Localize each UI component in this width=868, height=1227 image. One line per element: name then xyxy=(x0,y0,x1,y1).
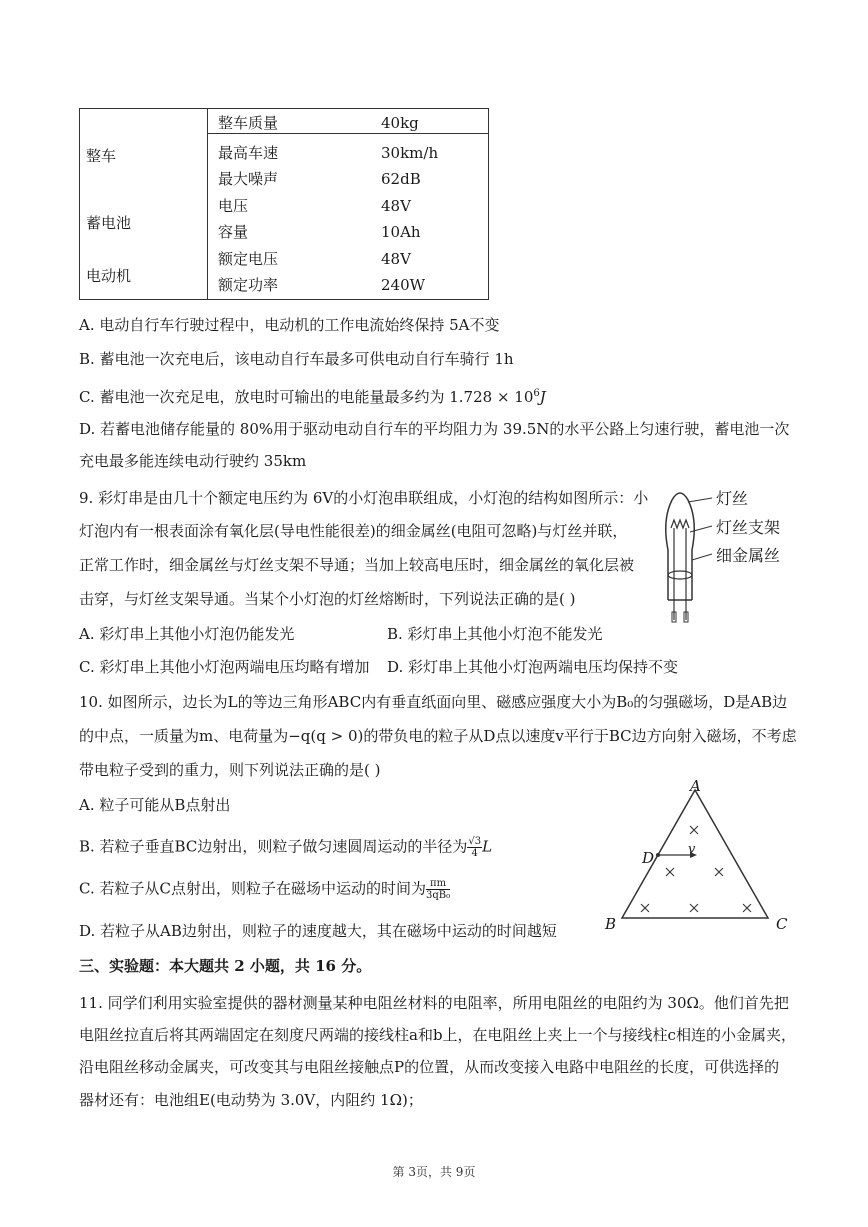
q10-option-b-text: B. 若粒子垂直BC边射出，则粒子做匀速圆周运动的半径为 xyxy=(79,837,468,856)
q8-option-b: B. 蓄电池一次充电后，该电动自行车最多可供电动自行车骑行 1h xyxy=(79,350,514,368)
q11-stem-line1: 11. 同学们利用实验室提供的器材测量某种电阻丝材料的电阻率，所用电阻丝的电阻约为 30Ω。他们首先把 xyxy=(79,994,789,1012)
group-label: 蓄电池 xyxy=(86,214,132,232)
q9-option-d: D. 彩灯串上其他小灯泡两端电压均保持不变 xyxy=(387,658,679,676)
section-heading: 三、实验题：本大题共 2 小题，共 16 分。 xyxy=(79,957,372,975)
q9-stem-line3: 正常工作时，细金属丝与灯丝支架不导通；当加上较高电压时，细金属丝的氧化层被 xyxy=(79,556,635,574)
vertex-label-a: A xyxy=(690,777,701,795)
point-label-d: D xyxy=(642,849,655,867)
q10-option-b-var: L xyxy=(482,837,493,856)
q9-stem-line4: 击穿，与灯丝支架导通。当某个小灯泡的灯丝熔断时，下列说法正确的是( ) xyxy=(79,590,576,608)
vertex-label-c: C xyxy=(776,915,788,933)
q8-option-c xyxy=(79,384,546,407)
spec-table xyxy=(79,108,489,300)
q10-option-a: A. 粒子可能从B点射出 xyxy=(79,796,231,814)
q11-stem-line2: 电阻丝拉直后将其两端固定在刻度尺两端的接线柱a和b上，在电阻丝上夹上一个与接线柱c相连的小金属夹， xyxy=(79,1026,796,1044)
row-value: 48V xyxy=(381,197,411,215)
row-name: 容量 xyxy=(218,223,249,241)
q8-option-d-line1: D. 若蓄电池储存能量的 80%用于驱动电动自行车的平均阻力为 39.5N的水平公路上匀速行驶，蓄电池一次 xyxy=(79,420,790,438)
group-label: 电动机 xyxy=(86,267,132,285)
group-label: 整车 xyxy=(86,147,117,165)
q8-option-c-exponent: 6 xyxy=(533,388,540,399)
q10-option-b xyxy=(79,836,492,859)
row-name: 电压 xyxy=(218,197,249,215)
q11-stem-line3: 沿电阻丝移动金属夹，可改变其与电阻丝接触点P的位置，从而改变接入电路中电阻丝的长度，可供选择的 xyxy=(79,1058,780,1076)
fraction-numerator: √3 xyxy=(468,836,482,847)
q10-option-c xyxy=(79,878,450,901)
q10-option-c-text: C. 若粒子从C点射出，则粒子在磁场中运动的时间为 xyxy=(79,879,426,898)
row-name: 额定功率 xyxy=(218,276,279,294)
fraction-numerator: πm xyxy=(426,878,450,890)
table-divider-vertical xyxy=(207,108,208,300)
page-footer: 第 3页，共 9页 xyxy=(392,1165,476,1179)
row-value: 48V xyxy=(381,250,411,268)
row-name: 最大噪声 xyxy=(218,170,279,188)
fraction-denominator: 4 xyxy=(471,848,478,859)
vertex-label-b: B xyxy=(605,915,617,933)
q10-stem-line3: 带电粒子受到的重力，则下列说法正确的是( ) xyxy=(79,761,381,779)
row-value: 30km/h xyxy=(381,144,439,162)
q10-option-c-fraction xyxy=(426,878,450,901)
q8-option-a: A. 电动自行车行驶过程中，电动机的工作电流始终保持 5A不变 xyxy=(79,316,500,334)
q10-stem-line1: 10. 如图所示，边长为L的等边三角形ABC内有垂直纸面向里、磁感应强度大小为B₀的匀强磁场，D是AB边 xyxy=(79,693,788,711)
velocity-label: v xyxy=(688,842,696,857)
q10-stem-line2: 的中点，一质量为m、电荷量为−q(q > 0)的带负电的粒子从D点以速度v平行于BC边方向射入磁场，不考虑 xyxy=(79,727,797,745)
q9-option-c: C. 彩灯串上其他小灯泡两端电压均略有增加 xyxy=(79,658,370,676)
q9-option-a: A. 彩灯串上其他小灯泡仍能发光 xyxy=(79,625,295,643)
row-name: 最高车速 xyxy=(218,144,279,162)
row-value: 240W xyxy=(381,276,426,294)
row-name: 额定电压 xyxy=(218,250,279,268)
q10-option-d: D. 若粒子从AB边射出，则粒子的速度越大，其在磁场中运动的时间越短 xyxy=(79,922,557,940)
q8-option-d-line2: 充电最多能连续电动行驶约 35km xyxy=(79,452,307,470)
q10-option-b-fraction xyxy=(467,836,482,859)
table-divider-horizontal xyxy=(207,133,489,134)
q9-stem-line1: 9. 彩灯串是由几十个额定电压约为 6V的小灯泡串联组成，小灯泡的结构如图所示：小 xyxy=(79,489,649,507)
q9-stem-line2: 灯泡内有一根表面涂有氧化层(导电性能很差)的细金属丝(电阻可忽略)与灯丝并联， xyxy=(79,522,628,540)
bulb-label-support: 灯丝支架 xyxy=(716,518,781,537)
bulb-label-wire: 细金属丝 xyxy=(716,546,781,565)
row-value: 10Ah xyxy=(381,223,421,241)
bulb-label-filament: 灯丝 xyxy=(716,489,749,508)
q8-option-c-unit: J xyxy=(539,388,546,406)
row-value: 62dB xyxy=(381,170,421,188)
q8-option-c-text: C. 蓄电池一次充足电，放电时可输出的电能量最多约为 1.728 × 10 xyxy=(79,388,534,406)
q11-stem-line4: 器材还有：电池组E(电动势为 3.0V，内阻约 1Ω)； xyxy=(79,1091,423,1109)
row-value: 40kg xyxy=(381,114,419,132)
q9-option-b: B. 彩灯串上其他小灯泡不能发光 xyxy=(387,625,603,643)
fraction-denominator: 3qB₀ xyxy=(425,890,451,901)
row-name: 整车质量 xyxy=(218,114,279,132)
